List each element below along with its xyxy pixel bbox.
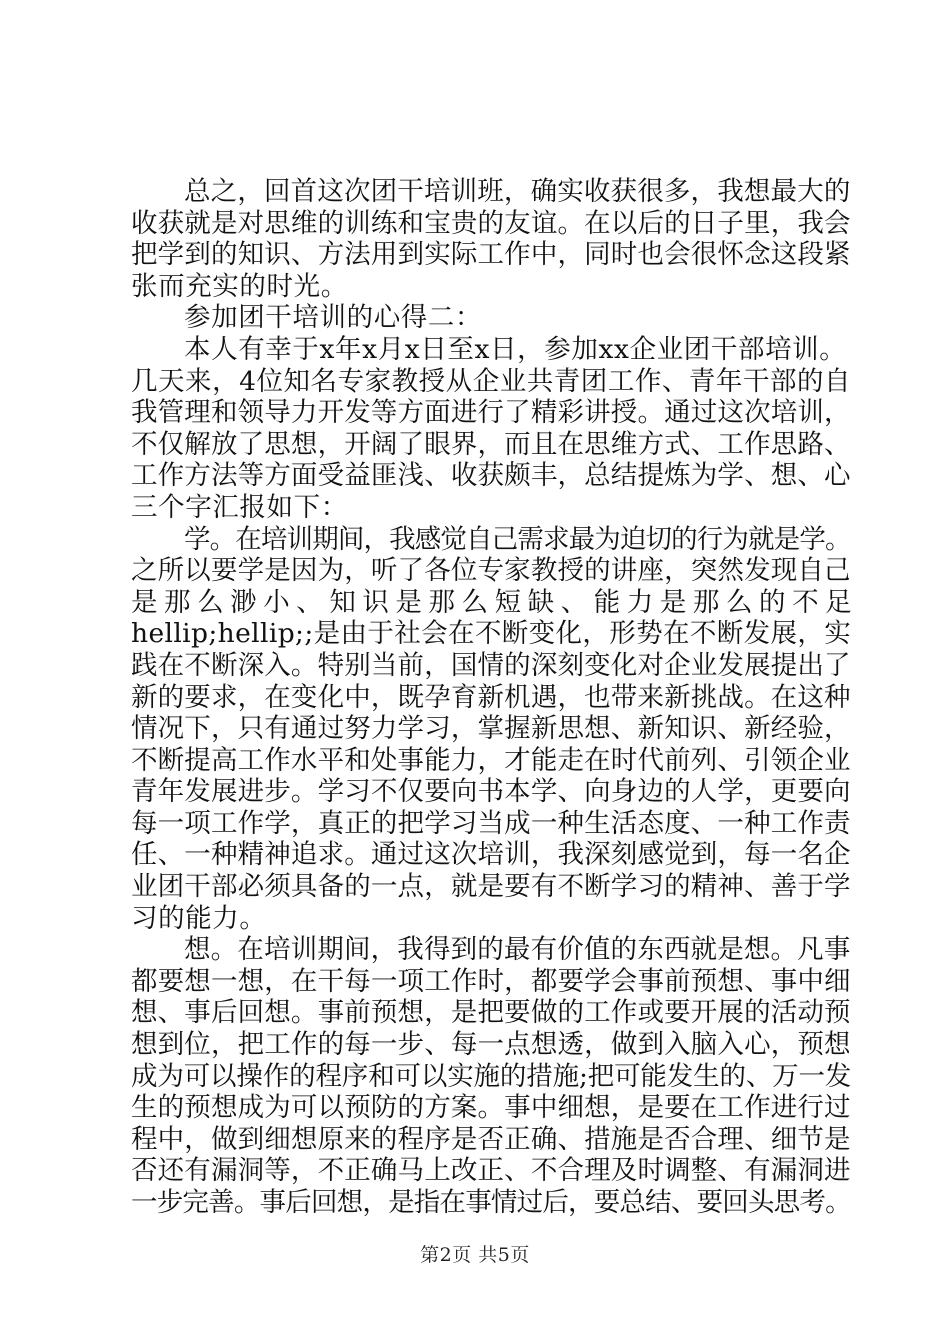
- text-line: 任、一种精神追求。通过这次培训，我深刻感觉到，每一名企: [131, 839, 851, 871]
- text-line: 想到位，把工作的每一步、每一点想透，做到入脑入心，预想: [131, 1029, 851, 1061]
- text-line: 青年发展进步。学习不仅要向书本学、向身边的人学，更要向: [131, 776, 851, 808]
- text-line: 想。在培训期间，我得到的最有价值的东西就是想。凡事: [184, 934, 851, 966]
- text-line: 一步完善。事后回想，是指在事情过后，要总结、要回头思考。: [131, 1187, 851, 1218]
- text-line: 之所以要学是因为，听了各位专家教授的讲座，突然发现自己: [131, 555, 851, 587]
- text-line: 否还有漏洞等，不正确马上改正、不合理及时调整、有漏洞进: [131, 1155, 851, 1187]
- text-line: 我管理和领导力开发等方面进行了精彩讲授。通过这次培训，: [131, 397, 851, 429]
- text-line: 都要想一想，在干每一项工作时，都要学会事前预想、事中细: [131, 965, 851, 997]
- text-line: 张而充实的时光。: [131, 270, 348, 302]
- text-line: 不仅解放了思想，开阔了眼界，而且在思维方式、工作思路、: [131, 428, 851, 460]
- text-line: 想、事后回想。事前预想，是把要做的工作或要开展的活动预: [131, 997, 851, 1029]
- text-line: 成为可以操作的程序和可以实施的措施;把可能发生的、万一发: [131, 1060, 852, 1092]
- text-line: 把学到的知识、方法用到实际工作中，同时也会很怀念这段紧: [131, 239, 851, 271]
- text-line: 工作方法等方面受益匪浅、收获颇丰，总结提炼为学、想、心: [131, 460, 851, 492]
- document-body: [131, 176, 851, 1219]
- text-line: 学。在培训期间，我感觉自己需求最为迫切的行为就是学。: [184, 523, 851, 555]
- text-line: 业团干部必须具备的一点，就是要有不断学习的精神、善于学: [131, 871, 851, 903]
- text-line: 生的预想成为可以预防的方案。事中细想，是要在工作进行过: [131, 1092, 851, 1124]
- text-line: 习的能力。: [131, 902, 267, 934]
- text-line: 本人有幸于x年x月x日至x日，参加xx企业团干部培训。: [184, 333, 847, 365]
- text-line: 参加团干培训的心得二：: [184, 302, 483, 334]
- text-line: 是 那 么 渺 小 、 知 识 是 那 么 短 缺 、 能 力 是 那 么 的 不 足: [131, 586, 851, 618]
- text-line: 每一项工作学，真正的把学习当成一种生活态度、一种工作责: [131, 807, 851, 839]
- page-footer: 第2页 共5页: [420, 1244, 530, 1266]
- text-line: hellip;hellip;;是由于社会在不断变化，形势在不断发展，实: [131, 618, 852, 650]
- text-line: 总之，回首这次团干培训班，确实收获很多，我想最大的: [184, 176, 851, 207]
- text-line: 三个字汇报如下：: [131, 491, 348, 523]
- text-line: 几天来，4位知名专家教授从企业共青团工作、青年干部的自: [131, 365, 852, 397]
- text-line: 践在不断深入。特别当前，国情的深刻变化对企业发展提出了: [131, 649, 851, 681]
- text-line: 不断提高工作水平和处事能力，才能走在时代前列、引领企业: [131, 744, 851, 776]
- text-line: 收获就是对思维的训练和宝贵的友谊。在以后的日子里，我会: [131, 207, 851, 239]
- text-line: 情况下，只有通过努力学习，掌握新思想、新知识、新经验，: [131, 713, 851, 745]
- text-line: 新的要求，在变化中，既孕育新机遇，也带来新挑战。在这种: [131, 681, 851, 713]
- text-line: 程中，做到细想原来的程序是否正确、措施是否合理、细节是: [131, 1123, 851, 1155]
